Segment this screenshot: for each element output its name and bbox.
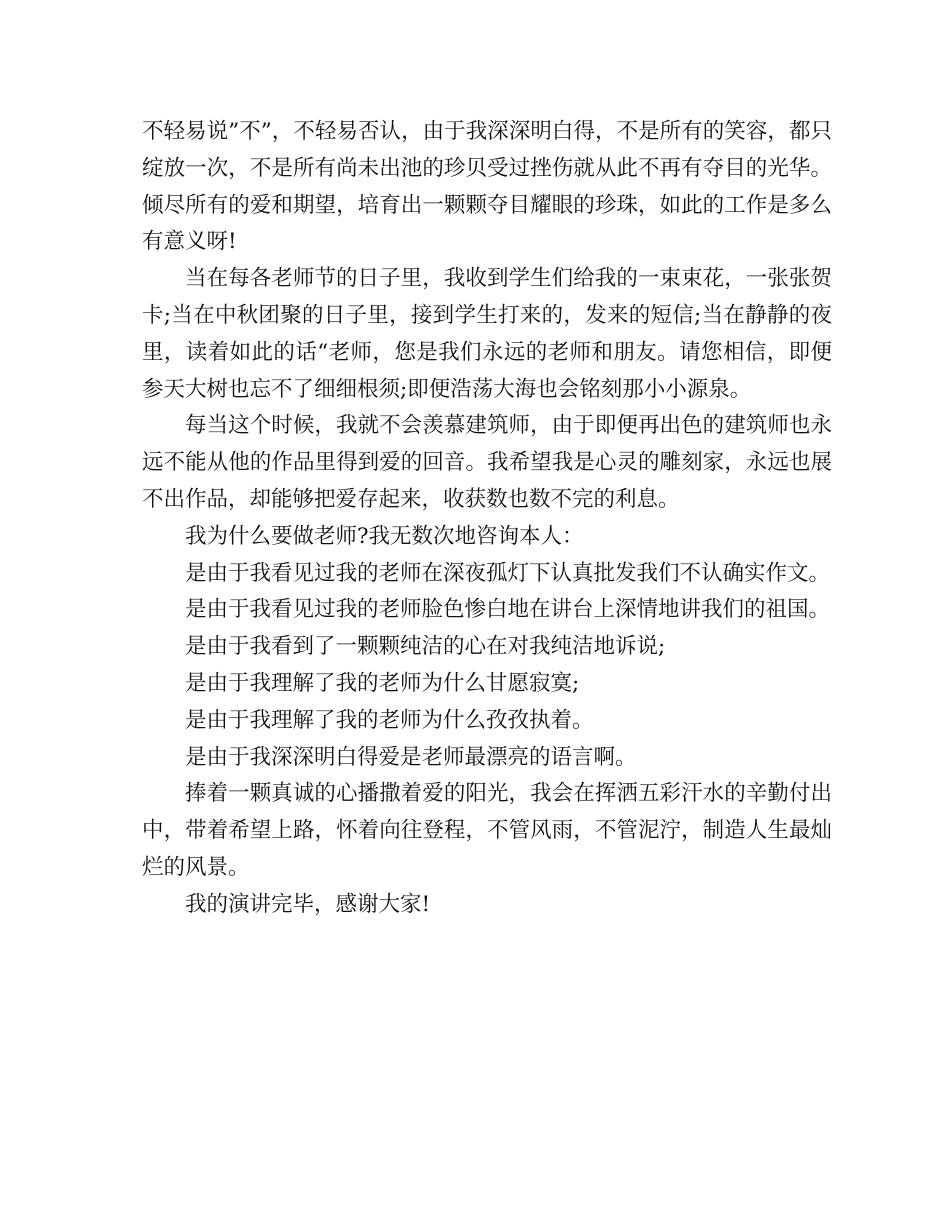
paragraph-2: 当在每各老师节的日子里，我收到学生们给我的一束束花，一张张贺卡;当在中秋团聚的日子里，接到学生打来的，发来的短信;当在静静的夜里，读着如此的话“老师，您是我们永远的老师和朋友。请您相信，即便参天大树也忘不了细细根须;即便浩荡大海也会铭刻那小小源泉。	[142, 266, 832, 402]
paragraph-1: 不轻易说”不”，不轻易否认，由于我深深明白得，不是所有的笑容，都只绽放一次，不是所有尚未出池的珍贝受过挫伤就从此不再有夺目的光华。倾尽所有的爱和期望，培育出一颗颗夺目耀眼的珍珠，如此的工作是多么有意义呀!	[142, 119, 832, 255]
paragraph-11: 捧着一颗真诚的心播撒着爱的阳光，我会在挥洒五彩汗水的辛勤付出中，带着希望上路，怀着向往登程，不管风雨，不管泥泞，制造人生最灿烂的风景。	[142, 781, 832, 880]
paragraph-8: 是由于我理解了我的老师为什么甘愿寂寞;	[185, 670, 580, 696]
paragraph-3: 每当这个时候，我就不会羡慕建筑师，由于即便再出色的建筑师也永远不能从他的作品里得到爱的回音。我希望我是心灵的雕刻家，永远也展不出作品，却能够把爱存起来，收获数也数不完的利息。	[142, 413, 832, 512]
paragraph-10: 是由于我深深明白得爱是老师最漂亮的语言啊。	[185, 744, 637, 770]
paragraph-9: 是由于我理解了我的老师为什么孜孜执着。	[185, 707, 594, 733]
paragraph-12: 我的演讲完毕，感谢大家!	[185, 891, 431, 917]
paragraph-6: 是由于我看见过我的老师脸色惨白地在讲台上深情地讲我们的祖国。	[185, 597, 831, 623]
paragraph-5: 是由于我看见过我的老师在深夜孤灯下认真批发我们不认确实作文。	[185, 560, 831, 586]
paragraph-7: 是由于我看到了一颗颗纯洁的心在对我纯洁地诉说;	[185, 634, 666, 660]
document-body	[142, 114, 832, 924]
paragraph-4: 我为什么要做老师?我无数次地咨询本人：	[185, 523, 584, 549]
